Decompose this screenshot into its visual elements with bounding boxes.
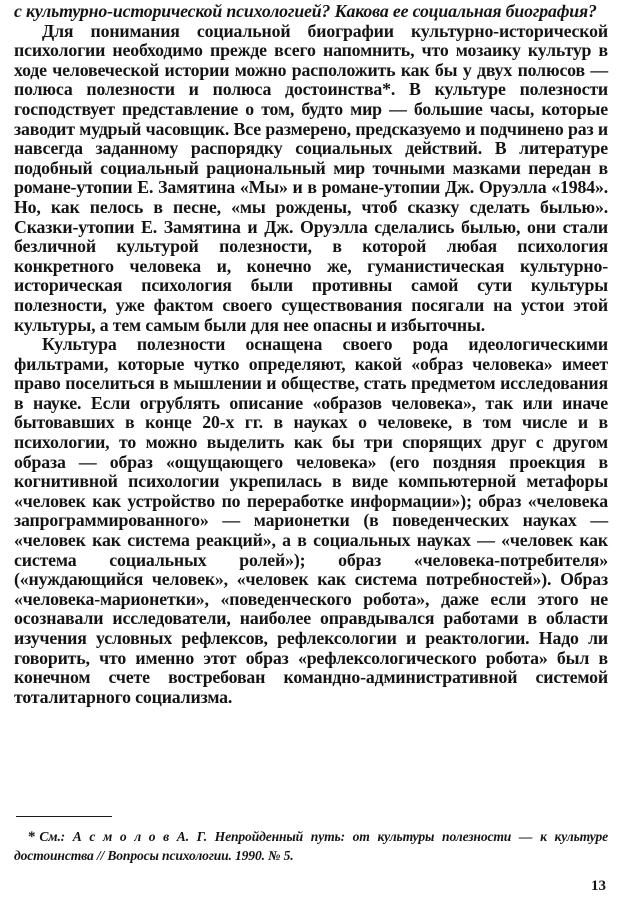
page-number: 13 [591,878,606,894]
footnote-mark: * [28,829,36,845]
book-page [14,0,608,912]
paragraph-social-biography: Для понимания социальной биографии культурно-исторической психологии необходимо прежде всего напомнить, что мозаику культур в ходе человеческой истории можно расположить как бы у двух полюсов — полюса полезности и полюса достоинства*. В культуре полезности господствует представление о том, будто мир — большие часы, которые заводит мудрый часовщик. Все размерено, предсказуемо и подчинено раз и навсегда заданному распорядку социальных действий. В литературе подобный социальный рациональный мир точными мазками передан в романе-утопии Е. Замятина «Мы» и в романе-утопии Дж. Оруэлла «1984». Но, как пелось в песне, «мы рождены, чтоб сказку сделать былью». Сказки-утопии Е. Замятина и Дж. Оруэлла сделались былью, они стали безличной культурой полезности, в которой любая психология конкретного человека и, конечно же, гуманистическая культурно-историческая психология были противны самой сути культуры полезности, уже фактом своего существования посягали на устои этой культуры, а тем самым были для нее опасны и избыточны. [14,20,608,335]
footnote [14,828,608,864]
lead-sentence: с культурно-исторической психологией? Какова ее социальная биография? [14,1,597,21]
body-text [14,2,608,707]
paragraph-lead [14,2,608,22]
footnote-reference: См.: А с м о л о в А. Г. Непройденный путь: от культуры полезности — к культуре достоинства // Вопросы психологии. 1990. № 5. [14,829,608,863]
footnote-divider [16,816,112,817]
paragraph-culture-of-utility: Культура полезности оснащена своего рода идеологическими фильтрами, которые чутко определяют, какой «образ человека» имеет право поселиться в мышлении и обществе, стать предметом исследования в науке. Если огрублять описание «образов человека», так или иначе бытовавших в конце 20-х гг. в науках о человеке, в том числе и в психологии, то можно выделить как бы три спорящих друг с другом образа — образ «ощущающего человека» (его поздняя проекция в когнитивной психологии укрепилась в виде компьютерной метафоры «человек как устройство по переработке информации»); образ «человека запрограммированного» — марионетки (в поведенческих науках — «человек как система реакций», а в социальных науках — «человек как система социальных ролей»); образ «человека-потребителя» («нуждающийся человек», «человек как система потребностей»). Образ «человека-марионетки», «поведенческого робота», даже если этого не осознавали исследователи, наиболее оправдывался работами в области изучения условных рефлексов, рефлексологии и реактологии. Надо ли говорить, что именно этот образ «рефлексологического робота» был в конечном счете востребован командно-административной системой тоталитарного социализма. [14,334,608,707]
